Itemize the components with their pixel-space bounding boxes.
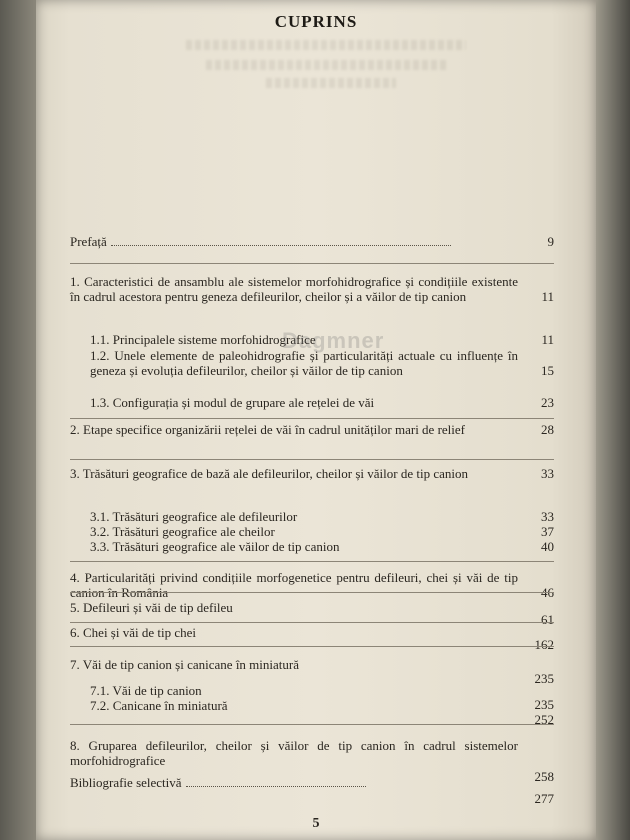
toc-entry-title: 7.2. Canicane în miniatură (90, 698, 228, 713)
toc-entry (70, 234, 554, 249)
toc-entry-title: Bibliografie selectivă (70, 775, 182, 790)
toc-page-number: 28 (541, 422, 554, 437)
toc-subentry (90, 524, 554, 539)
divider (70, 561, 554, 562)
bleed-through-text (186, 40, 466, 50)
toc-entry-title: 6. Chei și văi de tip chei (70, 625, 197, 640)
toc-entry-title: 4. Particularități privind condițiile morfogenetice pentru defileuri, chei și văi de tip canion în România (70, 570, 518, 600)
toc-page-number: 33 (541, 509, 554, 524)
book-gutter-left (0, 0, 36, 840)
toc-entry-title: 1.3. Configurația și modul de grupare ale rețelei de văi (90, 395, 375, 410)
toc-entry-title: 1. Caracteristici de ansamblu ale sistemelor morfohidrografice și condițiile existente în cadrul acestora pentru geneza defileurilor, cheilor și a văilor de tip canion (70, 274, 518, 304)
toc-page-number: 61 (541, 612, 554, 627)
toc-entry (70, 625, 554, 652)
divider (70, 724, 554, 725)
book-edge-right (596, 0, 630, 840)
toc-subentry (90, 539, 554, 554)
toc-subentry (90, 698, 554, 727)
toc-entry (70, 570, 554, 600)
toc-entry-title: Prefață (70, 234, 107, 249)
divider (70, 418, 554, 419)
toc-entry (70, 466, 554, 481)
toc-entry (70, 657, 554, 686)
toc-entry (70, 600, 554, 627)
divider (70, 263, 554, 264)
toc-page-number: 9 (547, 234, 554, 249)
toc-page-number: 277 (534, 791, 554, 806)
toc-entry (70, 274, 554, 304)
toc-entry-title: 7.1. Văi de tip canion (90, 683, 202, 698)
toc-entry-title: 1.1. Principalele sisteme morfohidrografice (90, 332, 316, 347)
divider (70, 459, 554, 460)
toc-page-number: 11 (541, 332, 554, 347)
toc-page-number: 235 (534, 697, 554, 712)
toc-entry-title: 3. Trăsături geografice de bază ale defileurilor, cheilor și văilor de tip canion (70, 466, 468, 481)
toc-page-number: 40 (541, 539, 554, 554)
toc-entry-title: 7. Văi de tip canion și canicane în miniatură (70, 657, 299, 672)
watermark-logo: Dagmner (282, 328, 385, 353)
divider (70, 622, 554, 623)
toc-entry-title: 3.3. Trăsături geografice ale văilor de tip canion (90, 539, 340, 554)
toc-page-number: 33 (541, 466, 554, 481)
toc-entry-title: 3.1. Trăsături geografice ale defileurilor (90, 509, 298, 524)
toc-page-number: 23 (541, 395, 554, 410)
toc-page-number: 235 (534, 671, 554, 686)
bleed-through-text (266, 78, 396, 88)
toc-entry-title: 8. Gruparea defileurilor, cheilor și văilor de tip canion în cadrul sistemelor morfohidrografice (70, 738, 518, 768)
toc-page-number: 15 (541, 363, 554, 378)
toc-entry (70, 775, 554, 806)
toc-page-number: 252 (534, 712, 554, 727)
book-page (36, 0, 596, 840)
divider (70, 592, 554, 593)
toc-entry (70, 422, 554, 437)
toc-subentry (90, 395, 554, 410)
bleed-through-text (206, 60, 446, 70)
toc-page-number: 258 (534, 769, 554, 784)
toc-page-number: 11 (541, 289, 554, 304)
toc-entry-title: 1.2. Unele elemente de paleohidrografie și particularități actuale cu influențe în geneza și evoluția defileurilor, cheilor și văilor de tip canion (90, 348, 518, 378)
toc-page-number: 37 (541, 524, 554, 539)
toc-entry-title: 2. Etape specifice organizării rețelei de văi în cadrul unităților mari de relief (70, 422, 465, 437)
toc-entry-title: 5. Defileuri și văi de tip defileu (70, 600, 233, 615)
toc-subentry (90, 509, 554, 524)
page-number: 5 (312, 816, 320, 831)
divider (70, 646, 554, 647)
toc-page-number: 162 (534, 637, 554, 652)
page-title: CUPRINS (274, 12, 358, 31)
toc-entry-title: 3.2. Trăsături geografice ale cheilor (90, 524, 275, 539)
toc-page-number: 46 (541, 585, 554, 600)
